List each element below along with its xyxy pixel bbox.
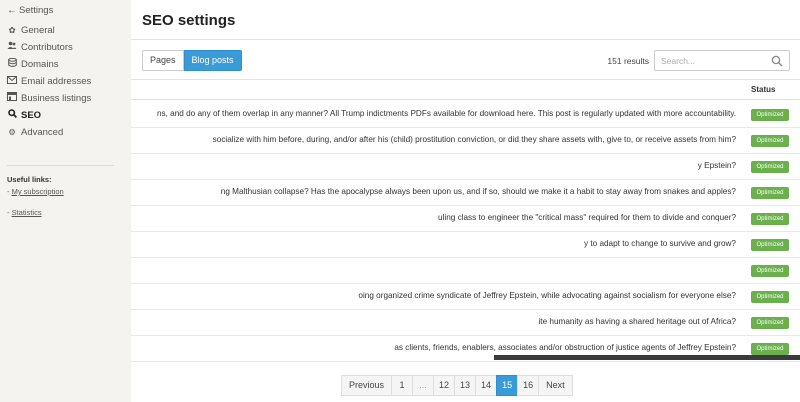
pagination-page-button[interactable]: 12 bbox=[433, 375, 455, 396]
useful-links-list bbox=[7, 187, 64, 229]
status-badge: Optimized bbox=[751, 135, 789, 147]
sidebar-item-label: Contributors bbox=[21, 42, 73, 53]
pagination-page-button[interactable]: 1 bbox=[391, 375, 413, 396]
useful-link-item bbox=[7, 208, 64, 229]
table-row[interactable] bbox=[131, 310, 800, 336]
settings-nav bbox=[7, 23, 91, 142]
envelope-icon bbox=[7, 74, 17, 88]
pagination-next-button[interactable]: Next bbox=[538, 375, 573, 396]
pagination-ellipsis: ... bbox=[412, 375, 434, 396]
table-row[interactable] bbox=[131, 102, 800, 128]
post-title[interactable]: as clients, friends, enablers, associates and/or obstruction of justice agents of Jeffrey Epstein? bbox=[394, 343, 736, 352]
database-icon-svg bbox=[8, 58, 17, 67]
table-header bbox=[131, 79, 800, 100]
table-row[interactable] bbox=[131, 180, 800, 206]
link-prefix: - bbox=[7, 208, 12, 217]
database-icon bbox=[7, 57, 17, 71]
sidebar-item-label: SEO bbox=[21, 110, 42, 121]
sidebar-item-email-addresses[interactable] bbox=[7, 74, 91, 91]
link-prefix: - bbox=[7, 187, 12, 196]
post-title[interactable]: ite humanity as having a shared heritage out of Africa? bbox=[538, 317, 736, 326]
back-to-settings-link[interactable] bbox=[7, 5, 53, 16]
table-row[interactable] bbox=[131, 154, 800, 180]
status-badge: Optimized bbox=[751, 161, 789, 173]
pagination-current-page[interactable]: 15 bbox=[496, 375, 518, 396]
sidebar-item-label: Email addresses bbox=[21, 76, 92, 87]
status-badge: Optimized bbox=[751, 343, 789, 355]
sidebar-item-label: Advanced bbox=[21, 127, 64, 138]
search-icon-svg bbox=[8, 109, 17, 118]
sidebar-item-advanced[interactable] bbox=[7, 125, 91, 142]
search-icon bbox=[7, 108, 17, 122]
storefront-icon-svg bbox=[7, 92, 17, 101]
sidebar-item-label: Domains bbox=[21, 59, 59, 70]
status-badge: Optimized bbox=[751, 213, 789, 225]
main-content bbox=[131, 0, 800, 402]
pagination-previous-button[interactable]: Previous bbox=[341, 375, 392, 396]
post-title[interactable]: ns, and do any of them overlap in any manner? All Trump indictments PDFs available for download here. This post is regularly updated with more accountability. bbox=[156, 109, 736, 118]
pagination bbox=[342, 375, 573, 396]
tab-blog-posts[interactable]: Blog posts bbox=[184, 50, 242, 71]
search-box bbox=[654, 50, 790, 71]
my-subscription-link[interactable]: My subscription bbox=[11, 187, 64, 196]
useful-links-title: Useful links: bbox=[7, 175, 52, 184]
sidebar-item-contributors[interactable] bbox=[7, 40, 91, 57]
useful-link-item bbox=[7, 187, 64, 208]
sidebar-item-label: Business listings bbox=[21, 93, 92, 104]
post-title[interactable]: y to adapt to change to survive and grow? bbox=[583, 239, 736, 248]
status-badge: Optimized bbox=[751, 109, 789, 121]
pagination-page-button[interactable]: 16 bbox=[517, 375, 539, 396]
content-type-tabs bbox=[142, 50, 242, 71]
arrow-left-icon: ← bbox=[7, 5, 17, 16]
users-icon bbox=[7, 40, 17, 54]
search-input[interactable] bbox=[661, 54, 766, 67]
table-row[interactable] bbox=[131, 284, 800, 310]
pagination-page-button[interactable]: 14 bbox=[475, 375, 497, 396]
table-row[interactable] bbox=[131, 128, 800, 154]
sidebar-divider bbox=[7, 165, 114, 166]
results-count: 151 results bbox=[607, 56, 649, 66]
status-badge: Optimized bbox=[751, 317, 789, 329]
table-row[interactable] bbox=[131, 206, 800, 232]
blog-posts-table bbox=[131, 102, 800, 362]
status-badge: Optimized bbox=[751, 265, 789, 277]
post-title[interactable]: socialize with him before, during, and/or after his (child) prostitution conviction, or did they share assets with, give to, or receive assets from him? bbox=[212, 135, 736, 144]
sidebar-item-business-listings[interactable] bbox=[7, 91, 91, 108]
pagination-page-button[interactable]: 13 bbox=[454, 375, 476, 396]
sidebar-item-seo[interactable] bbox=[7, 108, 91, 125]
settings-sidebar bbox=[0, 0, 132, 402]
search-icon[interactable] bbox=[771, 55, 783, 67]
envelope-icon-svg bbox=[7, 76, 17, 84]
status-badge: Optimized bbox=[751, 291, 789, 303]
horizontal-scrollbar[interactable] bbox=[494, 355, 800, 360]
post-title[interactable]: y Epstein? bbox=[697, 161, 736, 170]
tab-pages[interactable]: Pages bbox=[142, 50, 184, 71]
title-divider bbox=[131, 39, 800, 40]
post-title[interactable]: uling class to engineer the "critical mass" required for them to divide and conquer? bbox=[438, 213, 736, 222]
statistics-link[interactable]: Statistics bbox=[11, 208, 42, 217]
status-column-header[interactable]: Status bbox=[751, 85, 776, 94]
storefront-icon bbox=[7, 91, 17, 105]
back-label: Settings bbox=[19, 5, 54, 16]
post-title[interactable]: oing organized crime syndicate of Jeffrey Epstein, while advocating against socialism for everyone else? bbox=[358, 291, 736, 300]
sidebar-item-general[interactable] bbox=[7, 23, 91, 40]
sidebar-item-domains[interactable] bbox=[7, 57, 91, 74]
page-title: SEO settings bbox=[142, 12, 236, 29]
users-icon-svg bbox=[7, 41, 17, 50]
status-badge: Optimized bbox=[751, 187, 789, 199]
post-title[interactable]: ng Malthusian collapse? Has the apocalypse always been upon us, and if so, should we make it a habit to stay away from snakes and apples? bbox=[220, 187, 736, 196]
sidebar-item-label: General bbox=[21, 25, 55, 36]
gear-icon: ✿ bbox=[8, 25, 16, 35]
table-row[interactable] bbox=[131, 232, 800, 258]
gears-icon: ⚙ bbox=[8, 127, 16, 137]
table-row[interactable] bbox=[131, 258, 800, 284]
status-badge: Optimized bbox=[751, 239, 789, 251]
